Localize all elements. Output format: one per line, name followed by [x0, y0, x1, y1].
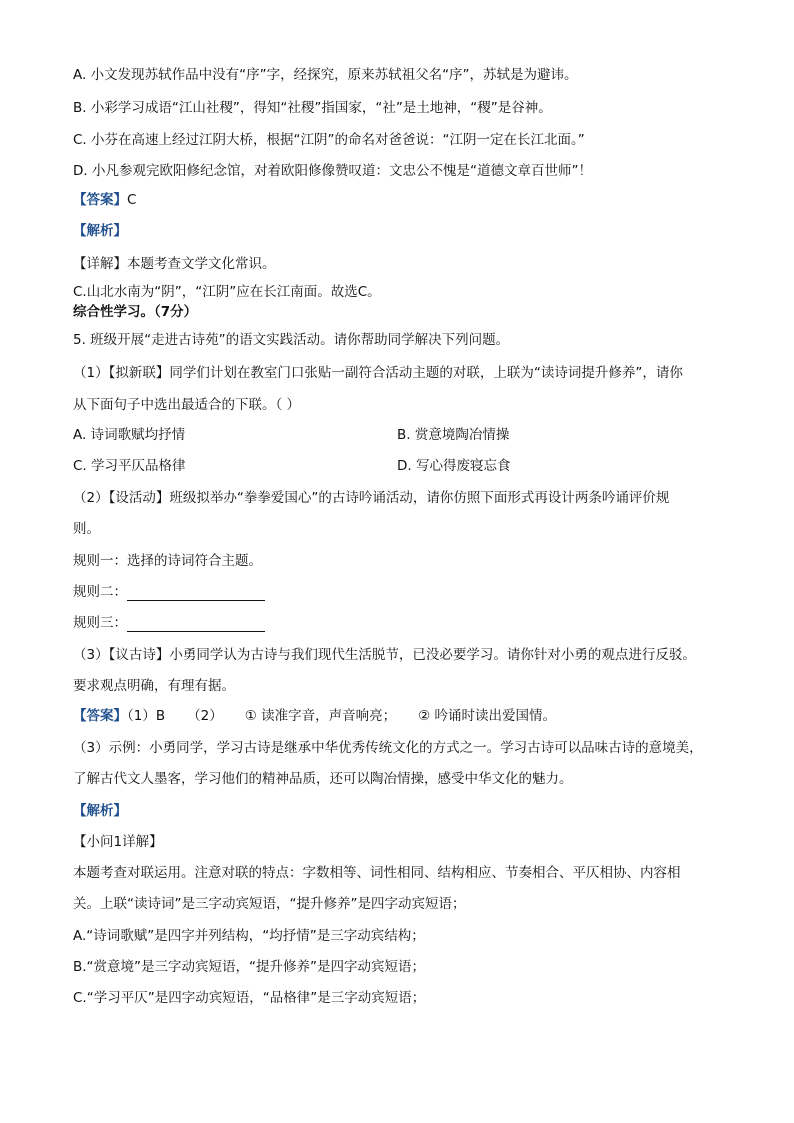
q5-1-options-row-1: [73, 426, 185, 444]
q5-1-line-1: （1）【拟新联】同学们计划在教室门口张贴一副符合活动主题的对联，上联为“读诗词提升修养”，请你: [73, 365, 683, 381]
sub-question-1-heading: 【小问1详解】: [73, 834, 163, 850]
answer-line-1: [73, 191, 136, 209]
answer-tag: 【答案】: [73, 192, 127, 208]
rule-3-blank: [127, 617, 265, 632]
q5-2-line-2: 则。: [73, 521, 100, 537]
rule-2-blank: [127, 586, 265, 601]
section-title: 综合性学习。（7分）: [73, 304, 198, 320]
sub1-option-c: C.“学习平仄”是四字动宾短语，“品格律”是三字动宾短语；: [73, 990, 426, 1006]
q5-option-a: A. 诗词歌赋均抒情: [73, 427, 186, 443]
analysis-line-2: [73, 802, 127, 820]
answer-line-2: [73, 707, 556, 725]
sub1-line-2: 关。上联“读诗词”是三字动宾短语，“提升修养”是四字动宾短语；: [73, 896, 466, 912]
rule-3-label: 规则三：: [73, 615, 127, 631]
analysis-tag: 【解析】: [73, 223, 127, 239]
answer-tag-2: 【答案】: [73, 708, 127, 724]
analysis-line-1: [73, 222, 127, 240]
answer-item-1: 读准字音，声音响亮；: [261, 708, 397, 724]
circled-two-icon: ②: [418, 708, 431, 724]
answer-value: C: [127, 192, 137, 208]
q5-3-line-1: （3）【议古诗】小勇同学认为古诗与我们现代生活脱节，已没必要学习。请你针对小勇的观点进行反驳。: [73, 647, 696, 663]
rule-2-row: [73, 583, 265, 601]
option-c-q4: C. 小芬在高速上经过江阴大桥，根据“江阴”的命名对爸爸说：“江阴一定在长江北面。”: [73, 132, 585, 148]
q5-stem: 5. 班级开展“走进古诗苑”的语文实践活动。请你帮助同学解决下列问题。: [73, 332, 510, 348]
rule-1: 规则一：选择的诗词符合主题。: [73, 553, 262, 569]
q5-option-d: D. 写心得废寝忘食: [397, 458, 511, 474]
analysis-tag-2: 【解析】: [73, 803, 127, 819]
detail-text: 本题考查文学文化常识。: [127, 256, 276, 272]
q5-1-line-2: 从下面句子中选出最适合的下联。（ ）: [73, 397, 301, 413]
answer-item-2: 吟诵时读出爱国情。: [434, 708, 557, 724]
option-d-q4: D. 小凡参观完欧阳修纪念馆，对着欧阳修像赞叹道：文忠公不愧是“道德文章百世师”！: [73, 163, 592, 179]
rule-3-row: [73, 614, 265, 632]
q5-1-options-row-2: [73, 457, 186, 475]
answer-line-3: （3）示例：小勇同学，学习古诗是继承中华优秀传统文化的方式之一。学习古诗可以品味古诗的意境美，: [73, 740, 703, 756]
sub1-line-1: 本题考查对联运用。注意对联的特点：字数相等、词性相同、结构相应、节奏相合、平仄相协、内容相: [73, 865, 681, 881]
q5-2-line-1: （2）【设活动】班级拟举办“拳拳爱国心”的古诗吟诵活动，请你仿照下面形式再设计两条吟诵评价规: [73, 490, 670, 506]
answer-part-1: （1）B: [127, 708, 166, 724]
q5-option-b: B. 赏意境陶冶情操: [397, 427, 510, 443]
q5-3-line-2: 要求观点明确，有理有据。: [73, 678, 235, 694]
option-b-q4: B. 小彩学习成语“江山社稷”，得知“社稷”指国家，“社”是土地神，“稷”是谷神。: [73, 100, 552, 116]
answer-line-4: 了解古代文人墨客，学习他们的精神品质，还可以陶冶情操，感受中华文化的魅力。: [73, 771, 573, 787]
answer-part-2: （2）: [187, 708, 223, 724]
circled-one-icon: ①: [244, 708, 257, 724]
sub1-option-b: B.“赏意境”是三字动宾短语，“提升修养”是四字动宾短语；: [73, 959, 426, 975]
detail-line-2: C.山北水南为“阴”，“江阴”应在长江南面。故选C。: [73, 284, 381, 300]
option-a-q4: A. 小文发现苏轼作品中没有“序”字，经探究，原来苏轼祖父名“序”，苏轼是为避讳。: [73, 67, 578, 83]
detail-tag: 【详解】: [73, 256, 127, 272]
sub1-option-a: A.“诗词歌赋”是四字并列结构，“均抒情”是三字动宾结构；: [73, 928, 425, 944]
rule-2-label: 规则二：: [73, 584, 127, 600]
q5-option-c: C. 学习平仄品格律: [73, 458, 186, 474]
detail-line-1: [73, 255, 276, 273]
